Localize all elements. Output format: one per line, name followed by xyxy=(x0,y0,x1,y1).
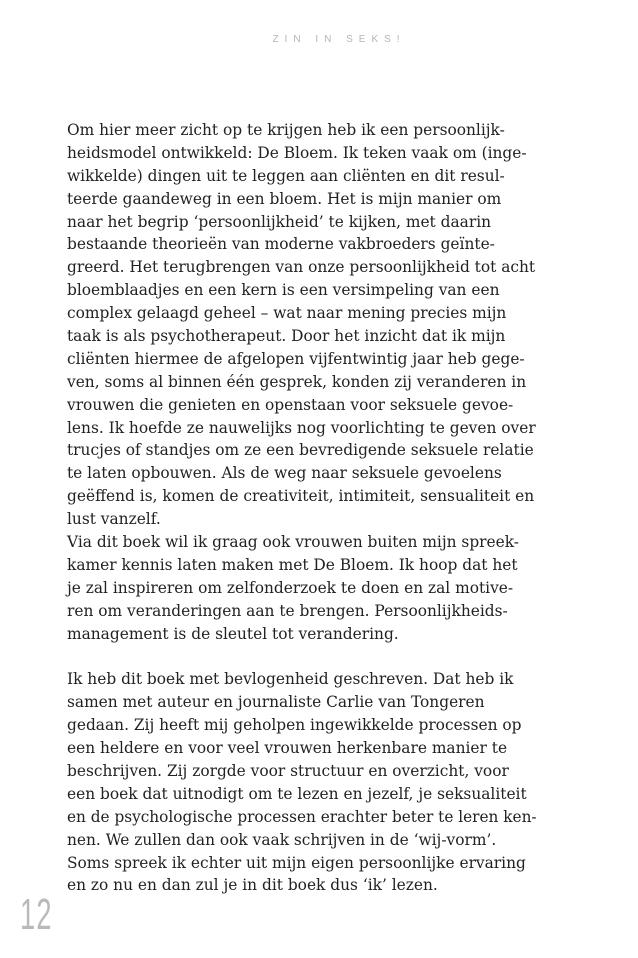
text-line: geëffend is, komen de creativiteit, intimiteit, sensualiteit en xyxy=(67,487,535,506)
text-line: lust vanzelf. xyxy=(67,510,161,529)
page-number: 12 xyxy=(20,890,53,939)
text-line: heidsmodel ontwikkeld: De Bloem. Ik teken vaak om (inge- xyxy=(67,143,527,162)
text-line: te laten opbouwen. Als de weg naar seksuele gevoelens xyxy=(67,464,502,483)
text-line: cliënten hiermee de afgelopen vijfentwintig jaar heb gege- xyxy=(67,349,525,368)
text-line: Via dit boek wil ik graag ook vrouwen buiten mijn spreek- xyxy=(67,533,520,552)
text-line: Soms spreek ik echter uit mijn eigen persoonlijke ervaring xyxy=(67,853,526,872)
text-line: management is de sleutel tot verandering. xyxy=(67,624,399,643)
text-line: bestaande theorieën van moderne vakbroeders geïnte- xyxy=(67,235,495,254)
text-line: wikkelde) dingen uit te leggen aan cliënten en dit resul- xyxy=(67,166,505,185)
text-line: kamer kennis laten maken met De Bloem. Ik hoop dat het xyxy=(67,555,518,574)
text-line: teerde gaandeweg in een bloem. Het is mijn manier om xyxy=(67,189,502,208)
text-line: greerd. Het terugbrengen van onze persoonlijkheid tot acht xyxy=(67,258,536,277)
text-line: trucjes of standjes om ze een bevredigende seksuele relatie xyxy=(67,441,534,460)
text-line: beschrijven. Zij zorgde voor structuur en overzicht, voor xyxy=(67,761,509,780)
text-line: lens. Ik hoefde ze nauwelijks nog voorlichting te geven over xyxy=(67,418,536,437)
text-line: samen met auteur en journaliste Carlie van Tongeren xyxy=(67,693,485,712)
text-line: vrouwen die genieten en openstaan voor seksuele gevoe- xyxy=(67,395,514,414)
text-line: bloemblaadjes en een kern is een versimpeling van een xyxy=(67,281,500,300)
text-line: een heldere en voor veel vrouwen herkenbare manier te xyxy=(67,739,508,758)
text-line: ven, soms al binnen één gesprek, konden zij veranderen in xyxy=(67,372,527,391)
text-line: complex gelaagd geheel – wat naar mening precies mijn xyxy=(67,304,507,323)
text-line: en de psychologische processen erachter beter te leren ken- xyxy=(67,807,537,826)
text-line: taak is als psychotherapeut. Door het inzicht dat ik mijn xyxy=(67,327,506,346)
running-header-title: ZIN IN SEKS! xyxy=(272,34,406,45)
body-text xyxy=(67,119,537,897)
text-line: naar het begrip ‘persoonlijkheid’ te kijken, met daarin xyxy=(67,212,492,231)
text-line: je zal inspireren om zelfonderzoek te doen en zal motive- xyxy=(67,578,514,597)
text-line: een boek dat uitnodigt om te lezen en jezelf, je seksualiteit xyxy=(67,784,527,803)
text-line: nen. We zullen dan ook vaak schrijven in de ‘wij-vorm’. xyxy=(67,830,497,849)
text-line: en zo nu en dan zul je in dit boek dus ‘ik’ lezen. xyxy=(67,876,438,895)
text-line: ren om veranderingen aan te brengen. Persoonlijkheids- xyxy=(67,601,508,620)
text-line: gedaan. Zij heeft mij geholpen ingewikkelde processen op xyxy=(67,716,522,735)
text-line: Om hier meer zicht op te krijgen heb ik een persoonlijk- xyxy=(67,121,505,139)
text-line: Ik heb dit boek met bevlogenheid geschreven. Dat heb ik xyxy=(67,670,514,689)
paragraph-spacer xyxy=(67,645,537,668)
